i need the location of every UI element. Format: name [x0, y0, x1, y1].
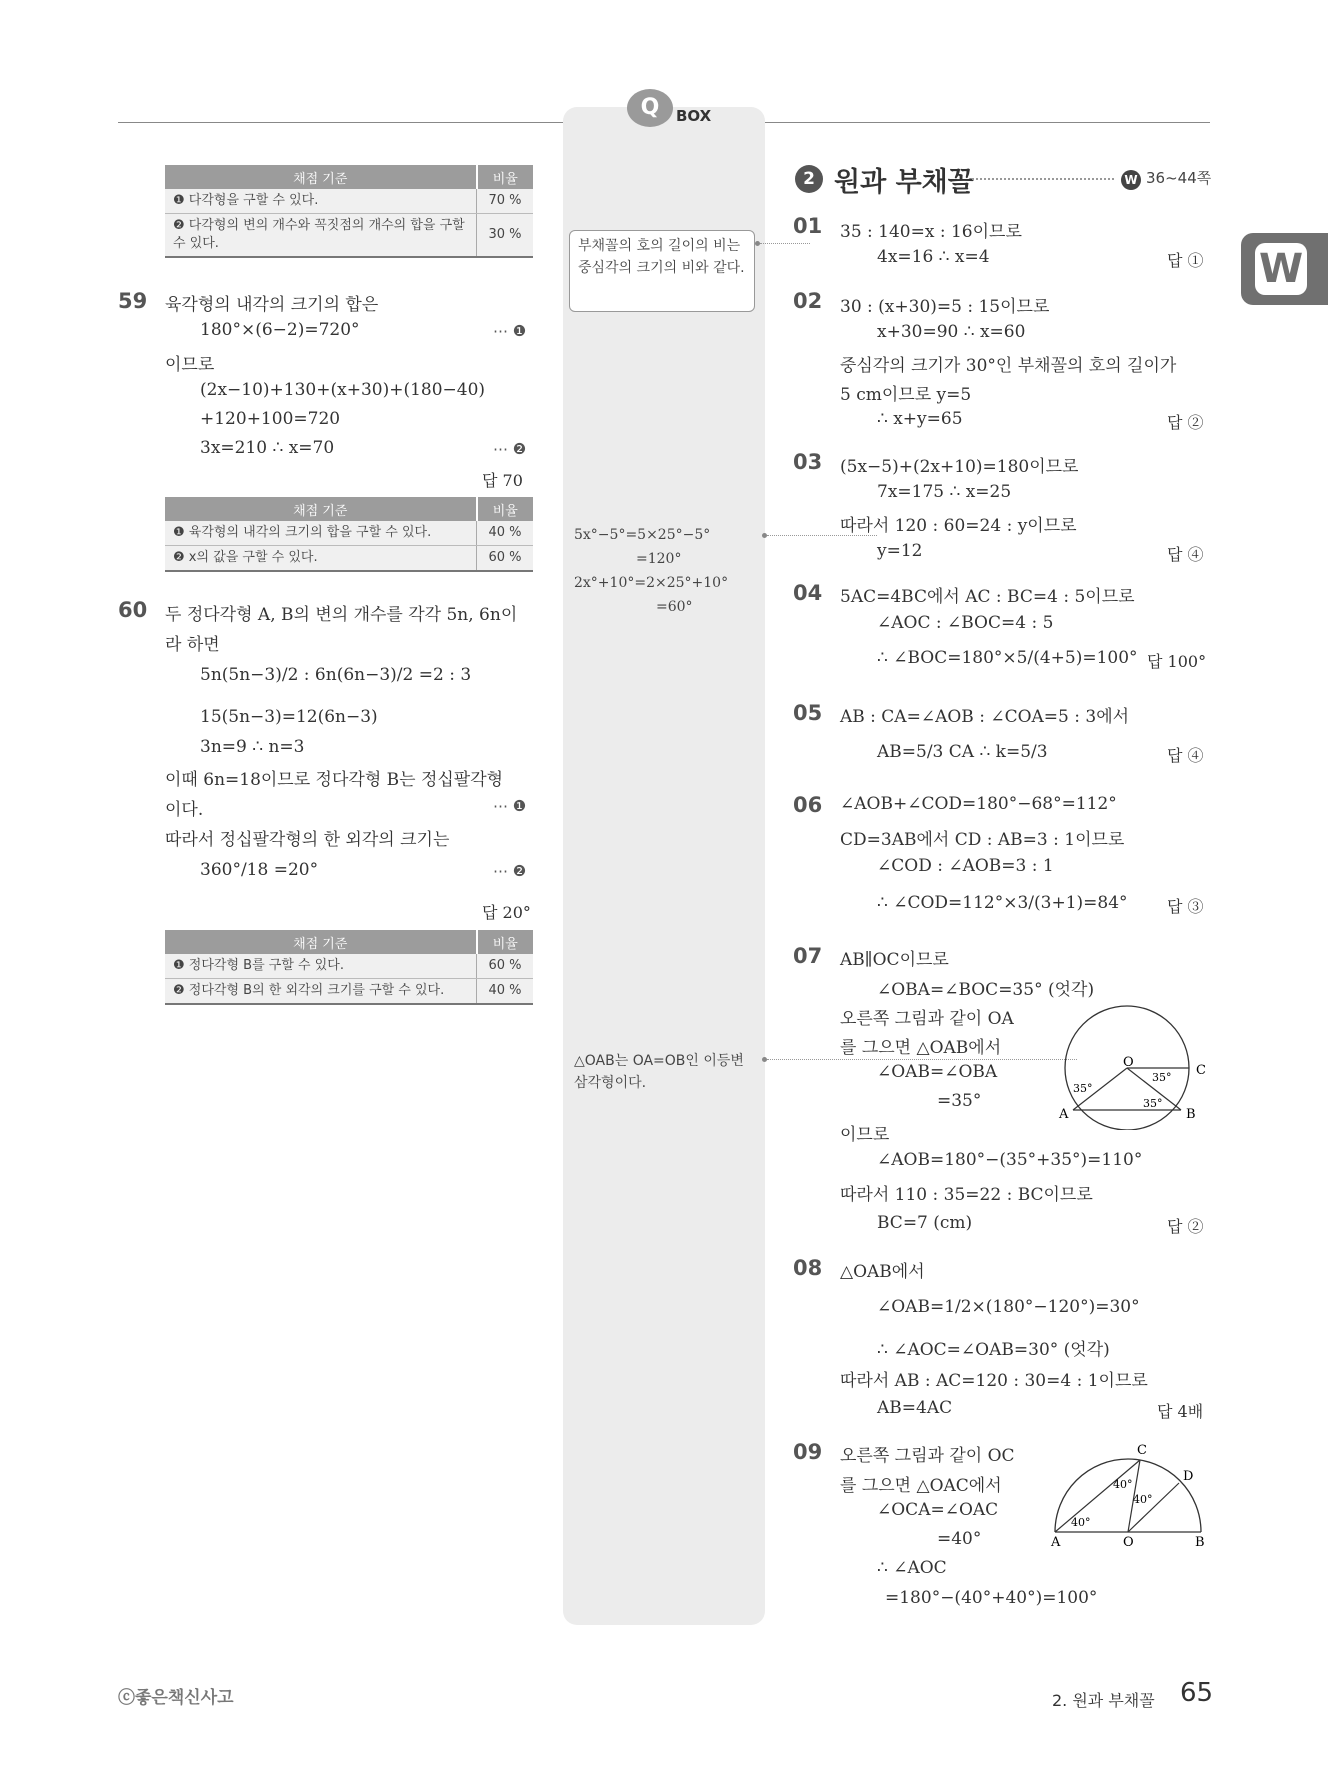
rubric-ratio: 70 % — [477, 189, 534, 214]
qbox-note-2c: 2x°+10°=2×25°+10° — [574, 575, 729, 591]
fig09-angle: 40° — [1071, 1516, 1091, 1529]
side-tab — [1241, 233, 1328, 305]
p59-answer: 답 70 — [482, 471, 523, 490]
p01-line: 4x=16 ∴ x=4 — [877, 247, 990, 267]
fig09-label: B — [1195, 1535, 1205, 1550]
p03-line: (5x−5)+(2x+10)=180이므로 — [840, 457, 1079, 477]
p03-line: y=12 — [877, 541, 923, 561]
problem-number-09: 09 — [793, 1440, 823, 1464]
rubric-header-ratio: 비율 — [477, 165, 534, 189]
p08-line: ∴ ∠AOC=∠OAB=30° (엇각) — [877, 1340, 1110, 1360]
p07-line: 따라서 110 : 35=22 : BC이므로 — [840, 1185, 1093, 1205]
p09-line: 오른쪽 그림과 같이 OC — [840, 1446, 1015, 1466]
figure-07-circle — [1055, 1000, 1215, 1130]
problem-number-05: 05 — [793, 701, 823, 725]
connector-line — [767, 1059, 1077, 1060]
rubric-header-ratio: 비율 — [477, 497, 534, 521]
qbox-label: BOX — [676, 107, 712, 125]
qbox-note-2b: =120° — [636, 551, 682, 567]
p60-line: 15(5n−3)=12(6n−3) — [200, 707, 378, 727]
section-title: 원과 부채꼴 — [834, 167, 974, 198]
p60-line: 이때 6n=18이므로 정다각형 B는 정십팔각형 — [165, 770, 504, 790]
rubric-ratio: 30 % — [477, 214, 534, 258]
p59-line: 이므로 — [165, 355, 215, 375]
p01-line: 35 : 140=x : 16이므로 — [840, 222, 1022, 242]
problem-number-07: 07 — [793, 944, 823, 968]
rubric-table-3 — [165, 930, 533, 1005]
p07-answer: 답 ② — [1167, 1217, 1204, 1236]
p08-line: AB=4AC — [877, 1398, 953, 1418]
p03-line: 따라서 120 : 60=24 : y이므로 — [840, 516, 1077, 536]
p09-line: =180°−(40°+40°)=100° — [885, 1588, 1098, 1608]
qbox-note-3: △OAB는 OA=OB인 이등변삼각형이다. — [574, 1053, 744, 1091]
rubric-table-1 — [165, 165, 533, 258]
p09-line: 를 그으면 △OAC에서 — [840, 1476, 1002, 1496]
p09-line: ∠OCA=∠OAC — [877, 1500, 999, 1520]
p60-answer: 답 20° — [482, 903, 531, 922]
p05-answer: 답 ④ — [1167, 746, 1204, 765]
w-tab-icon: W — [1255, 243, 1307, 295]
p02-line: x+30=90 ∴ x=60 — [877, 322, 1026, 342]
rubric-header-criteria: 채점 기준 — [165, 497, 477, 521]
fig07-label: B — [1186, 1107, 1196, 1122]
rubric-criterion: ❶ 육각형의 내각의 크기의 합을 구할 수 있다. — [165, 521, 477, 546]
p07-line: BC=7 (cm) — [877, 1213, 973, 1233]
fig09-label: A — [1051, 1535, 1061, 1550]
p59-line: 3x=210 ∴ x=70 — [200, 438, 335, 458]
fig09-angle: 40° — [1113, 1478, 1133, 1491]
p08-line: △OAB에서 — [840, 1262, 925, 1282]
fig09-angle: 40° — [1133, 1493, 1153, 1506]
p59-line: 육각형의 내각의 크기의 합은 — [165, 295, 379, 315]
problem-number-03: 03 — [793, 450, 823, 474]
p04-answer: 답 100° — [1147, 652, 1207, 671]
problem-number-06: 06 — [793, 793, 823, 817]
qbox-note-2a: 5x°−5°=5×25°−5° — [574, 527, 711, 543]
section-leader — [972, 178, 1114, 180]
p60-line: 3n=9 ∴ n=3 — [200, 737, 305, 757]
p05-line: AB : CA=∠AOB : ∠COA=5 : 3에서 — [840, 707, 1130, 727]
p08-line: ∠OAB=1/2×(180°−120°)=30° — [877, 1297, 1140, 1317]
fig09-label: O — [1123, 1535, 1134, 1550]
p02-line: 30 : (x+30)=5 : 15이므로 — [840, 297, 1050, 317]
p03-line: 7x=175 ∴ x=25 — [877, 482, 1012, 502]
rubric-criterion: ❷ 정다각형 B의 한 외각의 크기를 구할 수 있다. — [165, 979, 477, 1005]
section-page-ref: 36~44쪽 — [1146, 169, 1212, 187]
rubric-criterion: ❷ x의 값을 구할 수 있다. — [165, 546, 477, 572]
footer-chapter: 2. 원과 부채꼴 — [1052, 1691, 1155, 1710]
section-number-icon: 2 — [795, 165, 823, 193]
problem-number-60: 60 — [118, 598, 148, 622]
p06-line: ∠COD : ∠AOB=3 : 1 — [877, 856, 1054, 876]
p08-answer: 답 4배 — [1157, 1402, 1204, 1421]
problem-number-04: 04 — [793, 581, 823, 605]
qbox-note-1: 부채꼴의 호의 길이의 비는 중심각의 크기의 비와 같다. — [578, 238, 745, 276]
p02-answer: 답 ② — [1167, 413, 1204, 432]
p07-line: 오른쪽 그림과 같이 OA — [840, 1009, 1014, 1029]
p59-line: 180°×(6−2)=720° — [200, 320, 360, 340]
p05-line: AB=5/3 CA ∴ k=5/3 — [877, 742, 1048, 762]
p06-line: ∠AOB+∠COD=180°−68°=112° — [840, 794, 1117, 814]
p07-line: =35° — [937, 1091, 982, 1111]
fig07-angle: 35° — [1073, 1082, 1093, 1095]
fig07-angle: 35° — [1143, 1097, 1163, 1110]
connector-line — [760, 243, 810, 244]
problem-number-08: 08 — [793, 1256, 823, 1280]
rubric-criterion: ❷ 다각형의 변의 개수와 꼭짓점의 개수의 합을 구할 수 있다. — [165, 214, 477, 258]
rubric-ratio: 60 % — [477, 546, 534, 572]
p59-line: (2x−10)+130+(x+30)+(180−40) — [200, 380, 486, 400]
page-number: 65 — [1180, 1678, 1214, 1708]
p59-mark-2: ⋯ ❷ — [493, 440, 527, 458]
rubric-header-criteria: 채점 기준 — [165, 165, 477, 189]
p07-line: ∠AOB=180°−(35°+35°)=110° — [877, 1150, 1143, 1170]
workbook-icon: W — [1121, 170, 1141, 190]
p07-line: ∠OBA=∠BOC=35° (엇각) — [877, 980, 1095, 1000]
p60-mark-2: ⋯ ❷ — [493, 862, 527, 880]
p06-line: ∴ ∠COD=112°×3/(3+1)=84° — [877, 893, 1128, 913]
p02-line: 5 cm이므로 y=5 — [840, 385, 972, 405]
rubric-ratio: 40 % — [477, 979, 534, 1005]
p07-line: 이므로 — [840, 1125, 890, 1145]
p02-line: 중심각의 크기가 30°인 부채꼴의 호의 길이가 — [840, 356, 1177, 376]
p60-line: 두 정다각형 A, B의 변의 개수를 각각 5n, 6n이 — [165, 605, 518, 625]
problem-number-59: 59 — [118, 289, 148, 313]
fig09-label: C — [1137, 1443, 1147, 1458]
p60-line: 360°/18 =20° — [200, 860, 319, 880]
fig07-label: C — [1196, 1063, 1206, 1078]
publisher-logo: ⓒ좋은책신사고 — [118, 1688, 234, 1708]
rubric-criterion: ❶ 다각형을 구할 수 있다. — [165, 189, 477, 214]
problem-number-02: 02 — [793, 289, 823, 313]
fig07-angle: 35° — [1152, 1071, 1172, 1084]
p60-line: 이다. — [165, 800, 204, 820]
p60-line: 따라서 정십팔각형의 한 외각의 크기는 — [165, 830, 450, 850]
p60-line: 라 하면 — [165, 635, 220, 655]
p09-line: =40° — [937, 1529, 982, 1549]
fig09-label: D — [1183, 1469, 1194, 1484]
p03-answer: 답 ④ — [1167, 545, 1204, 564]
qbox-badge: Q — [627, 89, 673, 127]
problem-number-01: 01 — [793, 214, 823, 238]
p59-mark-1: ⋯ ❶ — [493, 322, 527, 340]
p06-answer: 답 ③ — [1167, 897, 1204, 916]
rubric-ratio: 40 % — [477, 521, 534, 546]
p07-line: 를 그으면 △OAB에서 — [840, 1038, 1002, 1058]
fig07-label: O — [1123, 1055, 1134, 1070]
p02-line: ∴ x+y=65 — [877, 409, 963, 429]
rubric-header-criteria: 채점 기준 — [165, 930, 477, 954]
p08-line: 따라서 AB : AC=120 : 30=4 : 1이므로 — [840, 1371, 1148, 1391]
p59-line: +120+100=720 — [200, 409, 341, 429]
rubric-table-2 — [165, 497, 533, 572]
p04-line: 5AC=4BC에서 AC : BC=4 : 5이므로 — [840, 587, 1135, 607]
rubric-ratio: 60 % — [477, 954, 534, 979]
figure-09-semicircle — [1045, 1440, 1215, 1550]
p60-mark-1: ⋯ ❶ — [493, 797, 527, 815]
rubric-criterion: ❶ 정다각형 B를 구할 수 있다. — [165, 954, 477, 979]
p04-line: ∴ ∠BOC=180°×5/(4+5)=100° — [877, 648, 1138, 668]
fig07-label: A — [1059, 1107, 1069, 1122]
p04-line: ∠AOC : ∠BOC=4 : 5 — [877, 613, 1054, 633]
p07-line: ∠OAB=∠OBA — [877, 1062, 998, 1082]
p01-answer: 답 ① — [1167, 251, 1204, 270]
qbox-note-2d: =60° — [656, 599, 693, 615]
p06-line: CD=3AB에서 CD : AB=3 : 1이므로 — [840, 830, 1125, 850]
qbox-column — [563, 107, 765, 1625]
p60-line: 5n(5n−3)/2 : 6n(6n−3)/2 =2 : 3 — [200, 665, 472, 685]
p09-line: ∴ ∠AOC — [877, 1558, 947, 1578]
p07-line: AB∥OC이므로 — [840, 950, 949, 970]
rubric-header-ratio: 비율 — [477, 930, 534, 954]
